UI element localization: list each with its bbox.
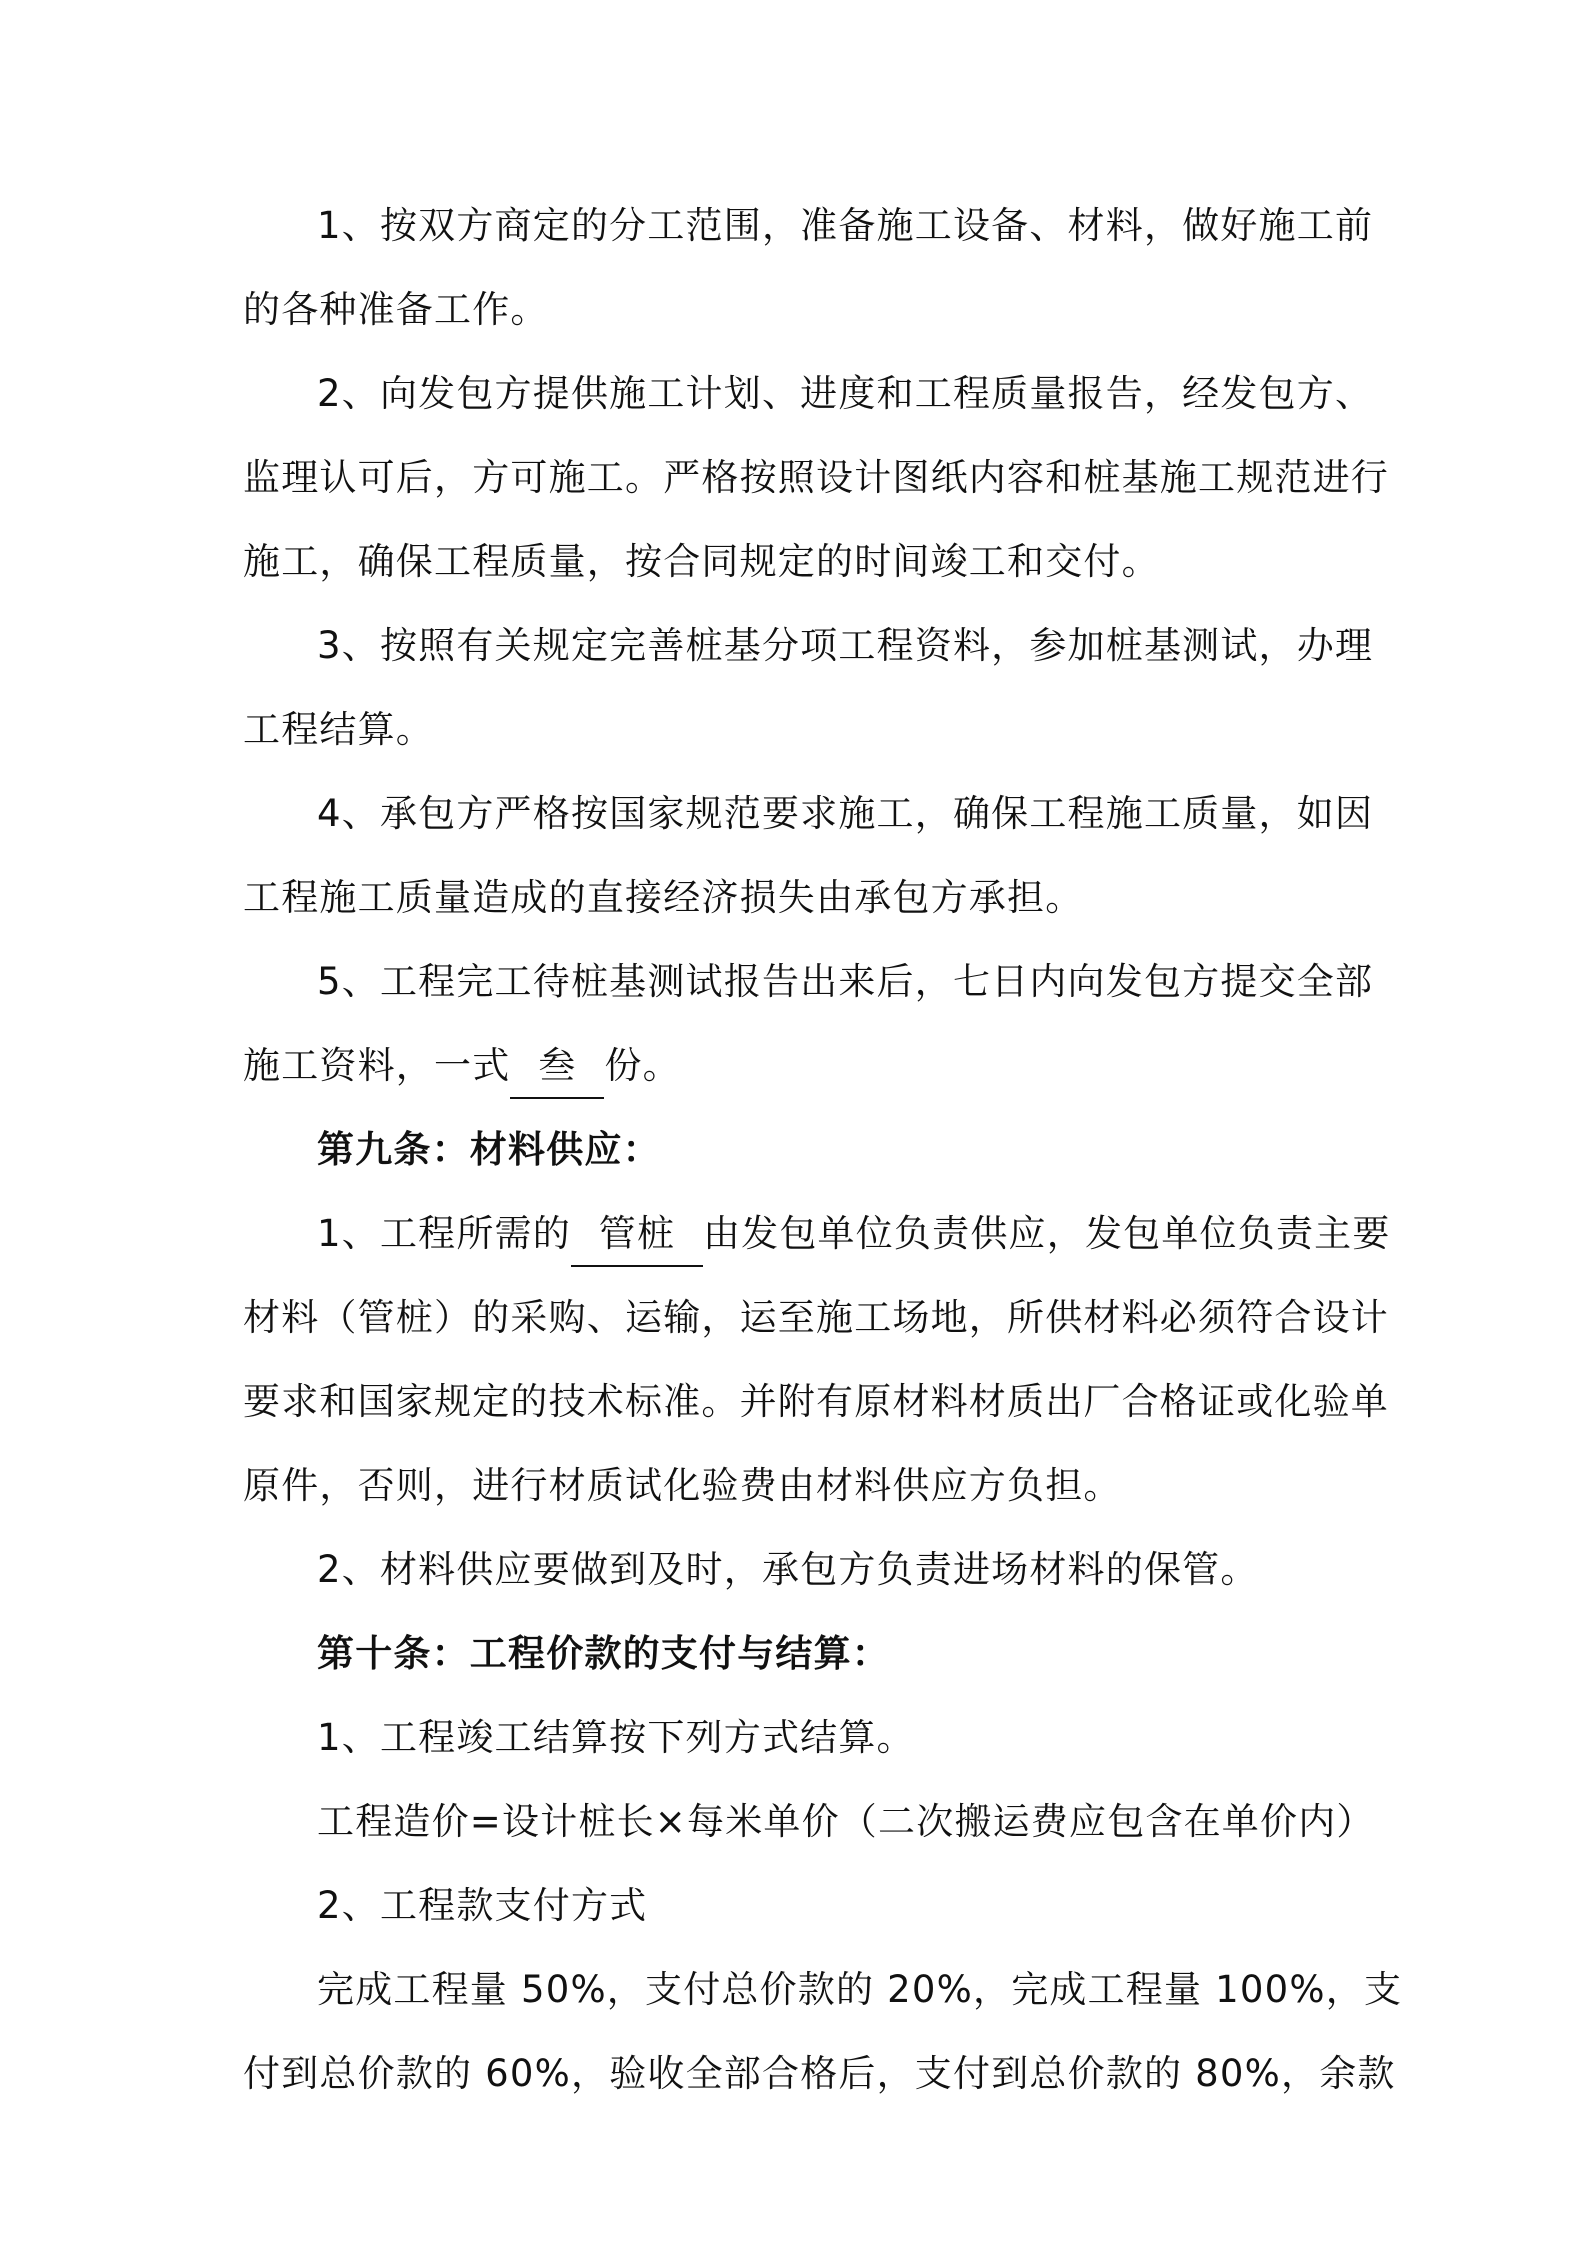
copies-suffix: 份。 [604,1044,681,1087]
paragraph-line: 4、承包方严格按国家规范要求施工，确保工程施工质量，如因 [317,792,1374,835]
article-10-heading: 第十条：工程价款的支付与结算： [317,1632,890,1675]
paragraph-line: 2、向发包方提供施工计划、进度和工程质量报告，经发包方、 [317,372,1374,415]
paragraph-line: 监理认可后，方可施工。严格按照设计图纸内容和桩基施工规范进行 [243,456,1389,499]
copies-line [243,1024,1358,1108]
material-suffix: 由发包单位负责供应，发包单位负责主要 [702,1212,1391,1255]
article-9-heading: 第九条：材料供应： [317,1128,661,1171]
paragraph-line: 2、工程款支付方式 [317,1884,648,1927]
paragraph-line: 材料（管桩）的采购、运输，运至施工场地，所供材料必须符合设计 [243,1296,1389,1339]
paragraph-line: 施工，确保工程质量，按合同规定的时间竣工和交付。 [243,540,1160,583]
material-prefix: 1、工程所需的 [317,1212,571,1255]
formula-line: 工程造价=设计桩长×每米单价（二次搬运费应包含在单价内） [317,1800,1375,1843]
material-blank-field: 管桩 [571,1203,703,1267]
paragraph-line: 要求和国家规定的技术标准。并附有原材料材质出厂合格证或化验单 [243,1380,1389,1423]
paragraph-line: 1、工程竣工结算按下列方式结算。 [317,1716,915,1759]
copies-blank-field: 叁 [510,1035,604,1099]
copies-prefix: 施工资料，一式 [243,1044,511,1087]
paragraph-line: 完成工程量 50%，支付总价款的 20%，完成工程量 100%，支 [317,1968,1403,2011]
paragraph-line: 1、按双方商定的分工范围，准备施工设备、材料，做好施工前 [317,204,1374,247]
material-line [243,1192,1391,1276]
paragraph-line: 的各种准备工作。 [243,288,549,331]
paragraph-line: 工程施工质量造成的直接经济损失由承包方承担。 [243,876,1084,919]
paragraph-line: 付到总价款的 60%，验收全部合格后，支付到总价款的 80%，余款 [243,2052,1396,2095]
paragraph-line: 原件，否则，进行材质试化验费由材料供应方负担。 [243,1464,1122,1507]
paragraph-line: 3、按照有关规定完善桩基分项工程资料，参加桩基测试，办理 [317,624,1374,667]
paragraph-line: 工程结算。 [243,708,434,751]
contract-text [243,184,1403,2116]
paragraph-line: 2、材料供应要做到及时，承包方负责进场材料的保管。 [317,1548,1259,1591]
paragraph-line: 5、工程完工待桩基测试报告出来后，七日内向发包方提交全部 [317,960,1374,1003]
